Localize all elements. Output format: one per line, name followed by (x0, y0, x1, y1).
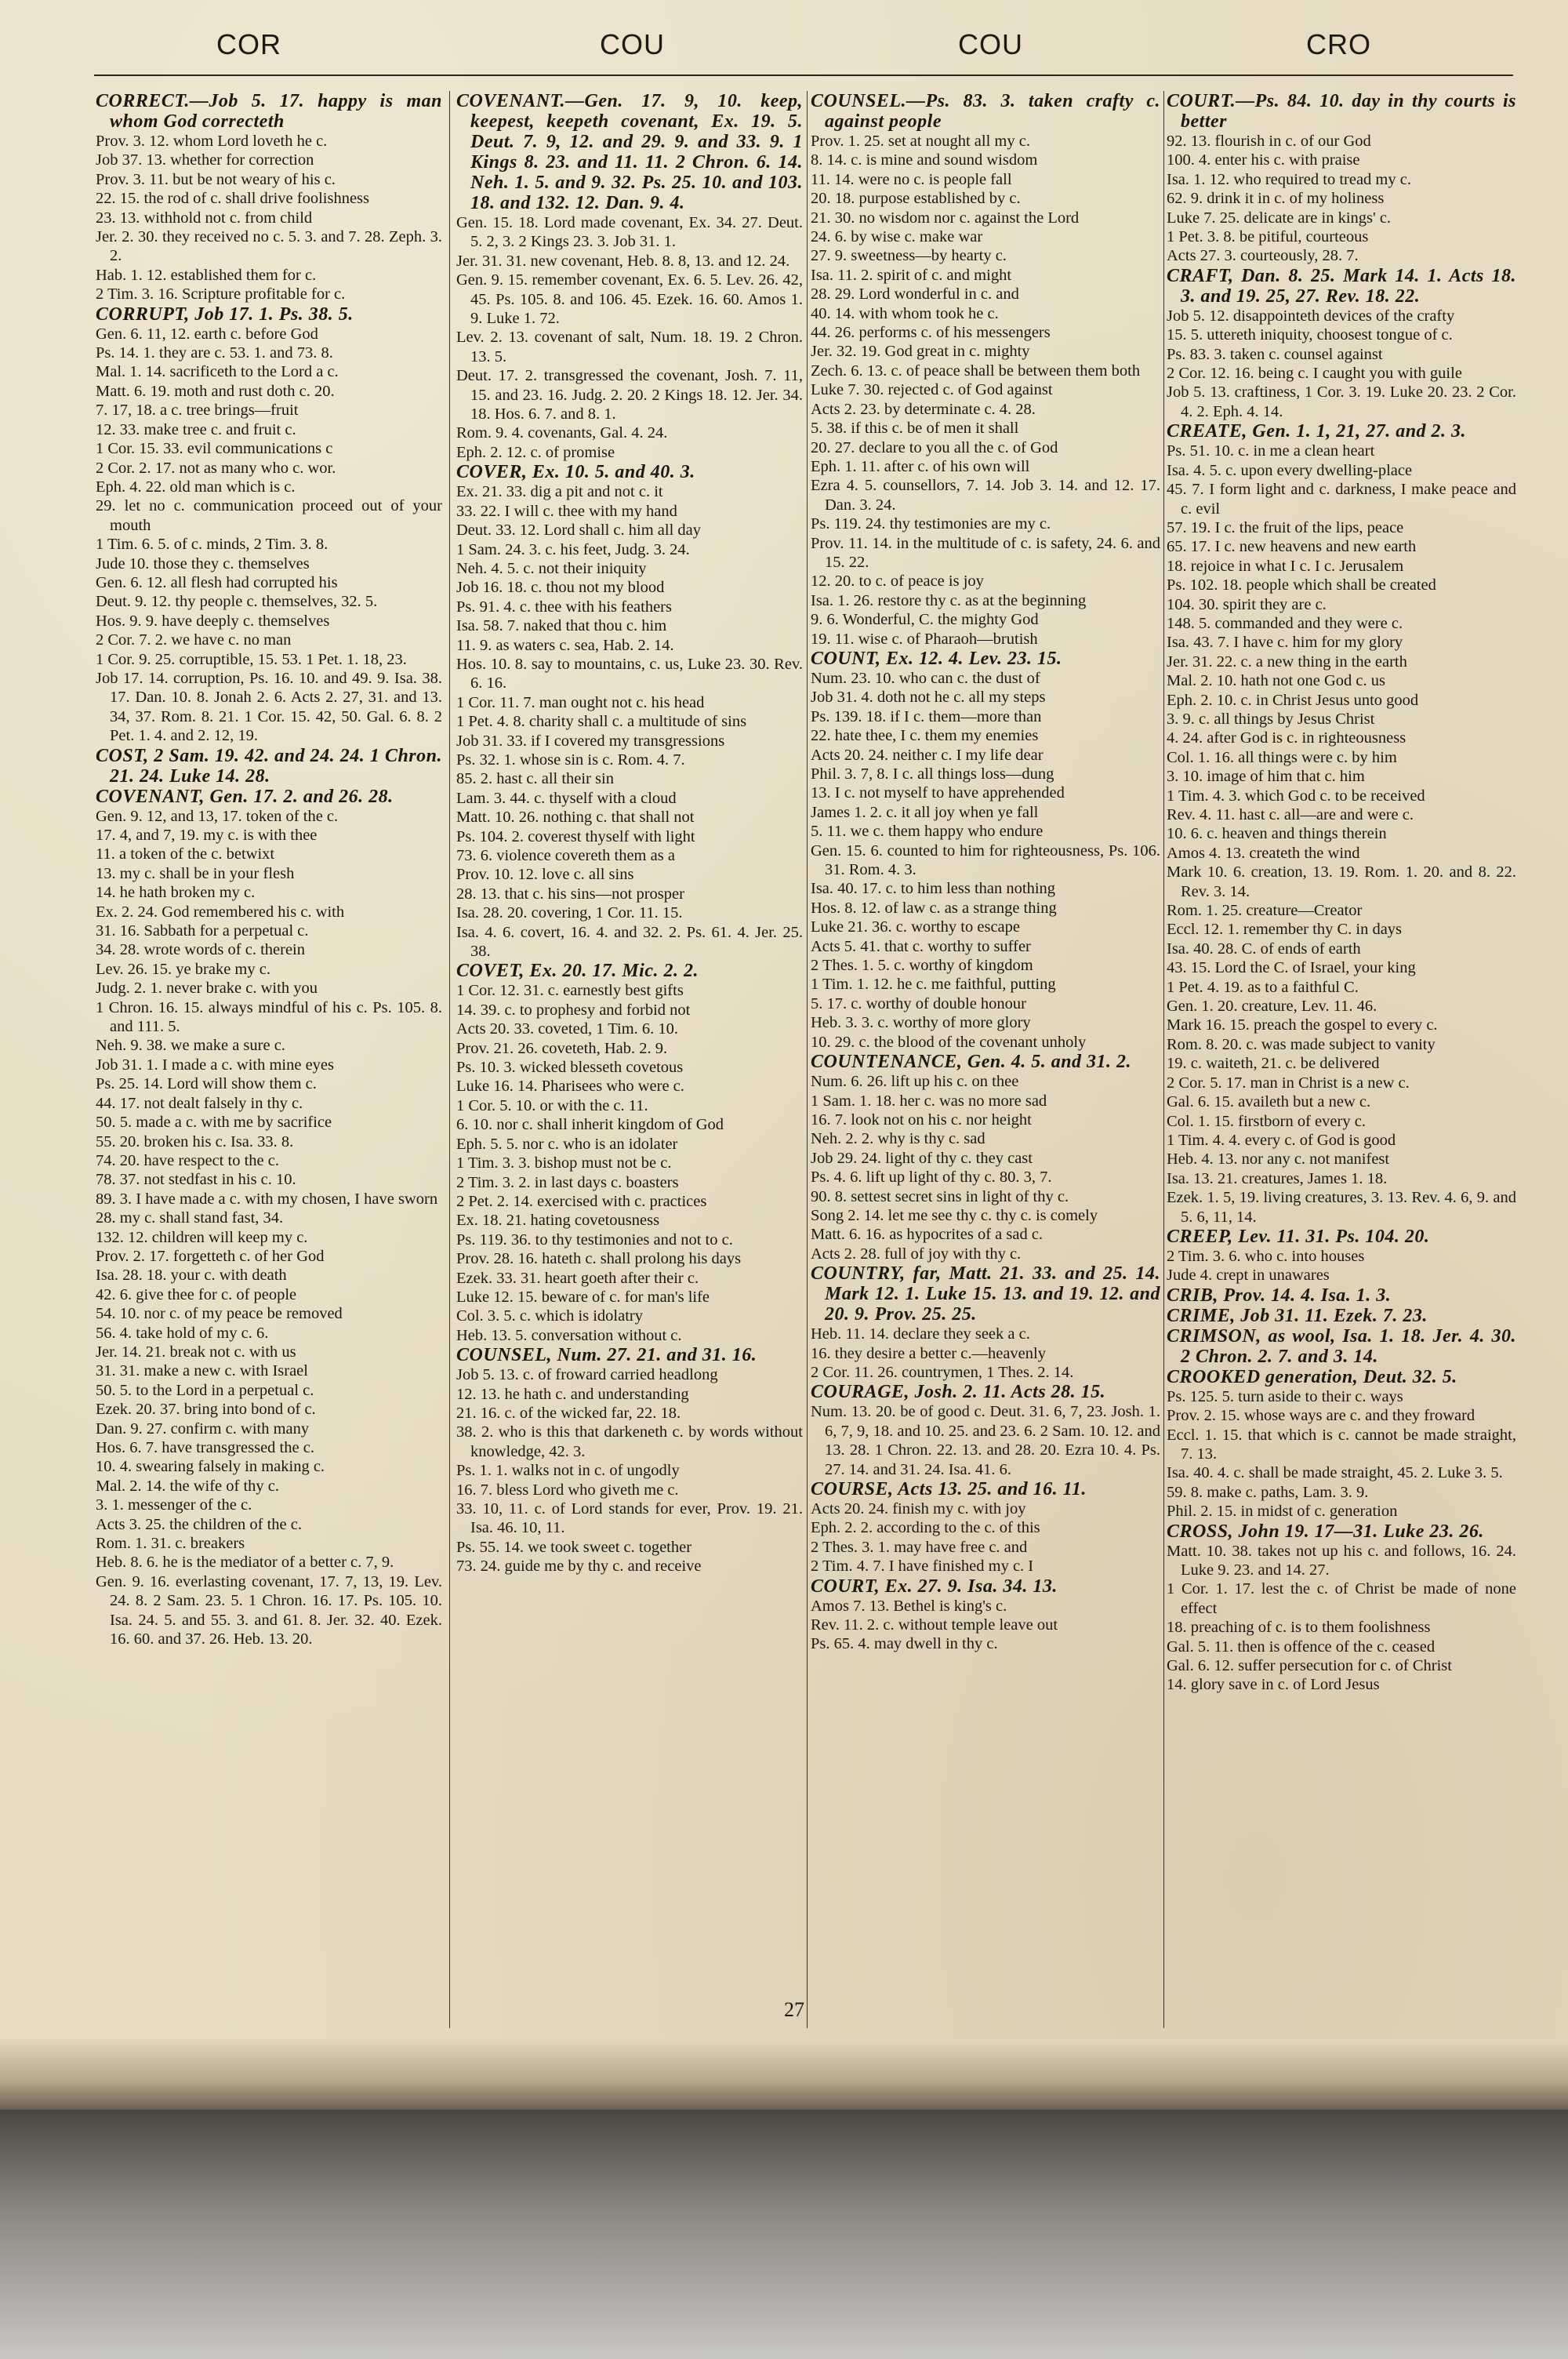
reference-entry: 5. 38. if this c. be of men it shall (811, 420, 1019, 438)
reference-entry: Phil. 3. 7, 8. I c. all things loss—dung (811, 765, 1054, 783)
headword-entry: COUNSEL, Num. 27. 21. and 31. 16. (456, 1345, 757, 1366)
reference-entry: Song 2. 14. let me see thy c. thy c. is comely (811, 1206, 1098, 1224)
headword-entry: COUNTRY, far, Matt. 21. 33. and 25. 14. Mark 12. 1. Luke 15. 13. and 19. 12. and 20. 9. Prov. 25. 25. (811, 1263, 1160, 1325)
reference-entry: Ps. 10. 3. wicked blesseth covetous (456, 1059, 684, 1077)
reference-entry: Zech. 6. 13. c. of peace shall be between them both (811, 362, 1141, 380)
headword-entry: CREEP, Lev. 11. 31. Ps. 104. 20. (1167, 1226, 1430, 1247)
column-divider (449, 91, 450, 2028)
reference-entry: Jude 4. crept in unawares (1167, 1267, 1330, 1285)
reference-entry: 10. 4. swearing falsely in making c. (96, 1458, 325, 1476)
headword-entry: CREATE, Gen. 1. 1, 21, 27. and 2. 3. (1167, 421, 1467, 442)
reference-entry: 44. 17. not dealt falsely in thy c. (96, 1094, 303, 1112)
reference-entry: Neh. 2. 2. why is thy c. sad (811, 1130, 985, 1148)
reference-entry: Jer. 31. 31. new covenant, Heb. 8. 8, 13. and 12. 24. (456, 252, 790, 270)
column-divider (1163, 91, 1164, 2028)
reference-entry: 1 Cor. 1. 17. lest the c. of Christ be made of none effect (1167, 1580, 1516, 1617)
reference-entry: Luke 21. 36. c. worthy to escape (811, 918, 1020, 936)
reference-entry: Ps. 65. 4. may dwell in thy c. (811, 1635, 998, 1653)
reference-entry: Acts 3. 25. the children of the c. (96, 1515, 303, 1533)
reference-entry: Prov. 3. 11. but be not weary of his c. (96, 170, 336, 188)
reference-entry: Neh. 9. 38. we make a sure c. (96, 1037, 285, 1055)
reference-entry: Ps. 1. 1. walks not in c. of ungodly (456, 1462, 680, 1480)
reference-entry: Heb. 4. 13. nor any c. not manifest (1167, 1150, 1390, 1169)
reference-entry: Jer. 32. 19. God great in c. mighty (811, 343, 1030, 361)
reference-entry: 1 Chron. 16. 15. always mindful of his c. Ps. 105. 8. and 111. 5. (96, 998, 442, 1036)
reference-entry: Deut. 17. 2. transgressed the covenant, Josh. 7. 11, 15. and 23. 16. Judg. 2. 20. 2 Kings 18. 12. Jer. 34. 18. Hos. 6. 7. and 8. 1. (456, 367, 803, 423)
reference-entry: 2 Tim. 4. 7. I have finished my c. I (811, 1558, 1034, 1576)
reference-entry: Lev. 2. 13. covenant of salt, Num. 18. 19. 2 Chron. 13. 5. (456, 329, 803, 365)
reference-entry: 85. 2. hast c. all their sin (456, 770, 614, 788)
reference-entry: Eph. 5. 5. nor c. who is an idolater (456, 1135, 678, 1153)
reference-entry: 10. 29. c. the blood of the covenant unholy (811, 1033, 1087, 1051)
reference-entry: Matt. 10. 38. takes not up his c. and follows, 16. 24. Luke 9. 23. and 14. 27. (1167, 1542, 1516, 1579)
reference-entry: 78. 37. not stedfast in his c. 10. (96, 1171, 296, 1189)
reference-entry: 4. 24. after God is c. in righteousness (1167, 729, 1406, 747)
reference-entry: 28. 13. that c. his sins—not prosper (456, 885, 684, 903)
reference-entry: 7. 17, 18. a c. tree brings—fruit (96, 402, 299, 420)
reference-entry: Ps. 51. 10. c. in me a clean heart (1167, 442, 1375, 460)
reference-entry: Eph. 1. 11. after c. of his own will (811, 457, 1030, 475)
reference-entry: Hab. 1. 12. established them for c. (96, 266, 317, 284)
reference-entry: Eccl. 12. 1. remember thy C. in days (1167, 921, 1403, 939)
reference-entry: Isa. 28. 18. your c. with death (96, 1267, 287, 1285)
reference-entry: 5. 17. c. worthy of double honour (811, 994, 1026, 1012)
reference-entry: 8. 14. c. is mine and sound wisdom (811, 151, 1038, 169)
reference-entry: 59. 8. make c. paths, Lam. 3. 9. (1167, 1483, 1369, 1501)
reference-entry: Ps. 104. 2. coverest thyself with light (456, 827, 695, 845)
reference-entry: Matt. 10. 26. nothing c. that shall not (456, 809, 695, 827)
reference-entry: 3. 9. c. all things by Jesus Christ (1167, 710, 1375, 728)
reference-entry: Job 5. 13. c. of froward carried headlong (456, 1366, 718, 1384)
reference-entry: Heb. 8. 6. he is the mediator of a better c. 7, 9. (96, 1554, 394, 1572)
reference-entry: Prov. 3. 12. whom Lord loveth he c. (96, 133, 328, 150)
reference-entry: Acts 2. 28. full of joy with thy c. (811, 1245, 1022, 1263)
reference-entry: 42. 6. give thee for c. of people (96, 1285, 297, 1303)
reference-entry: 28. 29. Lord wonderful in c. and (811, 285, 1019, 304)
headword-entry: COURT.—Ps. 84. 10. day in thy courts is better (1167, 91, 1516, 132)
reference-entry: Job 16. 18. c. thou not my blood (456, 579, 665, 597)
reference-entry: Ps. 119. 36. to thy testimonies and not to c. (456, 1230, 733, 1249)
column-2 (456, 91, 803, 2028)
reference-entry: 54. 10. nor c. of my peace be removed (96, 1305, 343, 1323)
reference-entry: Isa. 1. 26. restore thy c. as at the beginning (811, 591, 1087, 609)
reference-entry: 45. 7. I form light and c. darkness, I make peace and c. evil (1167, 481, 1516, 518)
reference-entry: 33. 10, 11. c. of Lord stands for ever, Prov. 19. 21. Isa. 46. 10, 11. (456, 1500, 803, 1537)
reference-entry: 73. 24. guide me by thy c. and receive (456, 1558, 702, 1576)
headword-entry: CRIME, Job 31. 11. Ezek. 7. 23. (1167, 1305, 1428, 1326)
reference-entry: 2 Tim. 3. 6. who c. into houses (1167, 1247, 1365, 1265)
reference-entry: Gen. 9. 16. everlasting covenant, 17. 7, 13, 19. Lev. 24. 8. 2 Sam. 23. 5. 1 Chron. 16. 17. Ps. 105. 10. Isa. 24. 5. and 55. 3. and 61. 8. Jer. 32. 40. Ezek. 16. 60. and 37. 26. Heb. 13. 20. (96, 1572, 442, 1648)
reference-entry: Job 37. 13. whether for correction (96, 151, 314, 169)
reference-entry: 11. a token of the c. betwixt (96, 845, 275, 863)
reference-entry: Gen. 6. 11, 12. earth c. before God (96, 325, 318, 343)
reference-entry: 3. 1. messenger of the c. (96, 1496, 252, 1514)
reference-entry: Job 5. 12. disappointeth devices of the crafty (1167, 307, 1455, 325)
reference-entry: Isa. 40. 28. C. of ends of earth (1167, 940, 1361, 958)
reference-entry: 16. 7. bless Lord who giveth me c. (456, 1481, 679, 1499)
reference-entry: Num. 23. 10. who can c. the dust of (811, 669, 1040, 687)
reference-entry: Ps. 25. 14. Lord will show them c. (96, 1075, 317, 1093)
headword-entry: COVENANT.—Gen. 17. 9, 10. keep, keepest, keepeth covenant, Ex. 19. 5. Deut. 7. 9, 12. and 29. 9. and 33. 9. 1 Kings 8. 23. and 11. 11. 2 Chron. 6. 14. Neh. 1. 5. and 9. 32. Ps. 25. 10. and 103. 18. and 132. 12. Dan. 9. 4. (456, 91, 803, 213)
reference-entry: 2 Tim. 3. 2. in last days c. boasters (456, 1173, 679, 1191)
reference-entry: Heb. 3. 3. c. worthy of more glory (811, 1014, 1031, 1032)
reference-entry: 3. 10. image of him that c. him (1167, 768, 1365, 786)
reference-entry: 22. 15. the rod of c. shall drive foolishness (96, 190, 370, 208)
reference-entry: Isa. 58. 7. naked that thou c. him (456, 617, 667, 635)
reference-entry: Phil. 2. 15. in midst of c. generation (1167, 1503, 1398, 1521)
reference-entry: Gen. 6. 12. all flesh had corrupted his (96, 573, 338, 591)
reference-entry: 2 Cor. 11. 26. countrymen, 1 Thes. 2. 14. (811, 1363, 1074, 1381)
headword-entry: CRAFT, Dan. 8. 25. Mark 14. 1. Acts 18. 3. and 19. 25, 27. Rev. 18. 22. (1167, 265, 1516, 307)
reference-entry: Hos. 10. 8. say to mountains, c. us, Luke 23. 30. Rev. 6. 16. (456, 655, 803, 692)
reference-entry: Ex. 18. 21. hating covetousness (456, 1212, 660, 1230)
reference-entry: 9. 6. Wonderful, C. the mighty God (811, 611, 1039, 629)
reference-entry: Isa. 40. 4. c. shall be made straight, 45. 2. Luke 3. 5. (1167, 1464, 1503, 1482)
reference-entry: Gen. 15. 18. Lord made covenant, Ex. 34. 27. Deut. 5. 2, 3. 2 Kings 23. 3. Job 31. 1. (456, 214, 803, 251)
reference-entry: Eph. 2. 2. according to the c. of this (811, 1519, 1040, 1537)
reference-entry: Ps. 91. 4. c. thee with his feathers (456, 598, 672, 616)
reference-entry: 1 Cor. 12. 31. c. earnestly best gifts (456, 982, 684, 1000)
reference-entry: 100. 4. enter his c. with praise (1167, 151, 1360, 169)
reference-entry: Isa. 43. 7. I have c. him for my glory (1167, 634, 1403, 652)
reference-entry: Ps. 55. 14. we took sweet c. together (456, 1538, 692, 1556)
reference-entry: 1 Cor. 9. 25. corruptible, 15. 53. 1 Pet. 1. 18, 23. (96, 650, 407, 668)
headword-entry: CRIB, Prov. 14. 4. Isa. 1. 3. (1167, 1285, 1392, 1306)
reference-entry: Heb. 13. 5. conversation without c. (456, 1326, 682, 1344)
reference-entry: 5. 11. we c. them happy who endure (811, 823, 1044, 841)
reference-entry: 20. 18. purpose established by c. (811, 190, 1021, 208)
reference-entry: 50. 5. made a c. with me by sacrifice (96, 1114, 332, 1132)
reference-entry: 19. c. waiteth, 21. c. be delivered (1167, 1055, 1380, 1073)
header-label-3: COU (958, 28, 1023, 60)
reference-entry: Num. 6. 26. lift up his c. on thee (811, 1073, 1019, 1091)
reference-entry: 92. 13. flourish in c. of our God (1167, 133, 1371, 150)
reference-entry: Luke 12. 15. beware of c. for man's life (456, 1288, 710, 1306)
reference-entry: Gal. 6. 15. availeth but a new c. (1167, 1093, 1371, 1111)
reference-entry: 1 Pet. 4. 8. charity shall c. a multitude of sins (456, 713, 747, 731)
reference-entry: Job 29. 24. light of thy c. they cast (811, 1149, 1033, 1167)
reference-entry: Eccl. 1. 15. that which is c. cannot be made straight, 7. 13. (1167, 1426, 1516, 1463)
running-header (0, 28, 1568, 75)
header-rule (94, 75, 1513, 76)
reference-entry: 1 Sam. 24. 3. c. his feet, Judg. 3. 24. (456, 540, 690, 558)
headword-entry: COUNT, Ex. 12. 4. Lev. 23. 15. (811, 648, 1062, 669)
reference-entry: Acts 20. 24. neither c. I my life dear (811, 746, 1044, 764)
reference-entry: Amos 7. 13. Bethel is king's c. (811, 1597, 1007, 1615)
reference-entry: 22. hate thee, I c. them my enemies (811, 727, 1039, 745)
header-label-2: COU (600, 28, 665, 60)
reference-entry: Rom. 1. 25. creature—Creator (1167, 902, 1363, 920)
reference-entry: 148. 5. commanded and they were c. (1167, 614, 1403, 632)
reference-entry: Hos. 8. 12. of law c. as a strange thing (811, 899, 1057, 917)
reference-entry: Gen. 1. 20. creature, Lev. 11. 46. (1167, 998, 1377, 1016)
reference-entry: Luke 7. 30. rejected c. of God against (811, 381, 1053, 399)
reference-entry: Luke 7. 25. delicate are in kings' c. (1167, 209, 1392, 227)
reference-entry: 34. 28. wrote words of c. therein (96, 941, 306, 959)
reference-entry: Job 17. 14. corruption, Ps. 16. 10. and 49. 9. Isa. 38. 17. Dan. 10. 8. Jonah 2. 6. Acts 2. 27, 31. and 13. 34, 37. Rom. 8. 21. 1 Cor. 15. 42, 50. Gal. 6. 8. 2 Pet. 1. 4. and 2. 12, 19. (96, 669, 442, 745)
reference-entry: Jer. 31. 22. c. a new thing in the earth (1167, 652, 1407, 671)
reference-entry: Gen. 9. 15. remember covenant, Ex. 6. 5. Lev. 26. 42, 45. Ps. 105. 8. and 106. 45. Ezek. 16. 60. Amos 1. 9. Luke 1. 72. (456, 271, 803, 328)
reference-entry: 13. I c. not myself to have apprehended (811, 784, 1065, 802)
reference-entry: Luke 16. 14. Pharisees who were c. (456, 1078, 684, 1096)
reference-entry: 14. 39. c. to prophesy and forbid not (456, 1001, 691, 1019)
reference-entry: Isa. 28. 20. covering, 1 Cor. 11. 15. (456, 904, 683, 922)
reference-entry: Ezra 4. 5. counsellors, 7. 14. Job 3. 14. and 12. 17. Dan. 3. 24. (811, 477, 1160, 514)
headword-entry: CROSS, John 19. 17—31. Luke 23. 26. (1167, 1521, 1484, 1542)
column-1 (96, 91, 442, 2028)
reference-entry: Matt. 6. 19. moth and rust doth c. 20. (96, 382, 335, 400)
reference-entry: Prov. 10. 12. love c. all sins (456, 866, 634, 884)
reference-entry: Mal. 1. 14. sacrificeth to the Lord a c. (96, 363, 339, 381)
reference-entry: 62. 9. drink it in c. of my holiness (1167, 190, 1385, 208)
reference-entry: James 1. 2. c. it all joy when ye fall (811, 803, 1039, 821)
reference-entry: Neh. 4. 5. c. not their iniquity (456, 559, 647, 577)
reference-entry: Col. 1. 15. firstborn of every c. (1167, 1112, 1366, 1130)
reference-entry: 44. 26. performs c. of his messengers (811, 324, 1051, 342)
reference-entry: 12. 13. he hath c. and understanding (456, 1385, 689, 1403)
reference-entry: Rom. 9. 4. covenants, Gal. 4. 24. (456, 424, 668, 442)
reference-entry: Gal. 6. 12. suffer persecution for c. of Christ (1167, 1657, 1452, 1675)
reference-entry: 11. 14. were no c. is people fall (811, 170, 1012, 188)
reference-entry: 27. 9. sweetness—by hearty c. (811, 247, 1007, 265)
reference-entry: 73. 6. violence covereth them as a (456, 847, 675, 864)
reference-entry: Prov. 21. 26. coveteth, Hab. 2. 9. (456, 1039, 668, 1057)
background-surface (0, 2110, 1568, 2359)
reference-entry: 29. let no c. communication proceed out of your mouth (96, 497, 442, 534)
reference-entry: 21. 16. c. of the wicked far, 22. 18. (456, 1404, 681, 1422)
reference-entry: 74. 20. have respect to the c. (96, 1151, 279, 1169)
reference-entry: 2 Cor. 5. 17. man in Christ is a new c. (1167, 1074, 1410, 1092)
reference-entry: Mark 10. 6. creation, 13. 19. Rom. 1. 20. and 8. 22. Rev. 3. 14. (1167, 863, 1516, 900)
reference-entry: 12. 33. make tree c. and fruit c. (96, 420, 296, 438)
reference-entry: 13. my c. shall be in your flesh (96, 864, 295, 882)
reference-entry: 1 Sam. 1. 18. her c. was no more sad (811, 1092, 1047, 1110)
reference-entry: Rev. 4. 11. hast c. all—are and were c. (1167, 806, 1414, 823)
reference-entry: 2 Cor. 7. 2. we have c. no man (96, 631, 292, 649)
headword-entry: COST, 2 Sam. 19. 42. and 24. 24. 1 Chron. 21. 24. Luke 14. 28. (96, 745, 442, 787)
reference-entry: Job 31. 1. I made a c. with mine eyes (96, 1056, 335, 1074)
reference-entry: Prov. 11. 14. in the multitude of c. is safety, 24. 6. and 15. 22. (811, 534, 1160, 571)
reference-entry: Num. 13. 20. be of good c. Deut. 31. 6, 7, 23. Josh. 1. 6, 7, 9, 18. and 10. 25. and 23. 6. 2 Sam. 10. 12. and 13. 28. 1 Chron. 22. 13. and 28. 20. Ezra 10. 4. Ps. 27. 14. and 31. 24. Isa. 41. 6. (811, 1403, 1160, 1478)
reference-entry: 38. 2. who is this that darkeneth c. by words without knowledge, 42. 3. (456, 1423, 803, 1460)
reference-entry: Isa. 40. 17. c. to him less than nothing (811, 880, 1056, 898)
column-4 (1167, 91, 1516, 2028)
reference-entry: Ps. 119. 24. thy testimonies are my c. (811, 515, 1051, 533)
reference-entry: Eph. 2. 12. c. of promise (456, 443, 615, 461)
reference-entry: Isa. 13. 21. creatures, James 1. 18. (1167, 1169, 1388, 1187)
reference-entry: 56. 4. take hold of my c. 6. (96, 1324, 269, 1342)
reference-entry: 10. 6. c. heaven and things therein (1167, 825, 1387, 843)
reference-entry: Rom. 8. 20. c. was made subject to vanity (1167, 1035, 1436, 1053)
reference-entry: 17. 4, and 7, 19. my c. is with thee (96, 827, 318, 844)
reference-entry: 2 Pet. 2. 14. exercised with c. practices (456, 1192, 707, 1210)
headword-entry: COURAGE, Josh. 2. 11. Acts 28. 15. (811, 1382, 1106, 1403)
reference-entry: Mal. 2. 10. hath not one God c. us (1167, 672, 1385, 690)
headword-entry: COVENANT, Gen. 17. 2. and 26. 28. (96, 786, 394, 807)
reference-entry: Ps. 14. 1. they are c. 53. 1. and 73. 8. (96, 344, 333, 362)
reference-entry: Col. 3. 5. c. which is idolatry (456, 1307, 644, 1325)
reference-entry: 57. 19. I c. the fruit of the lips, peace (1167, 518, 1404, 536)
reference-entry: Ex. 2. 24. God remembered his c. with (96, 903, 345, 921)
reference-entry: 18. preaching of c. is to them foolishness (1167, 1619, 1431, 1637)
reference-entry: 2 Thes. 3. 1. may have free c. and (811, 1538, 1028, 1556)
reference-entry: Rom. 1. 31. c. breakers (96, 1535, 245, 1553)
reference-entry: Prov. 28. 16. hateth c. shall prolong his days (456, 1250, 742, 1268)
reference-entry: 40. 14. with whom took he c. (811, 304, 999, 322)
reference-entry: 20. 27. declare to you all the c. of God (811, 438, 1058, 456)
reference-entry: Judg. 2. 1. never brake c. with you (96, 980, 318, 998)
page-bottom-edge (0, 2039, 1568, 2110)
reference-entry: 11. 9. as waters c. sea, Hab. 2. 14. (456, 636, 674, 654)
reference-entry: Deut. 9. 12. thy people c. themselves, 32. 5. (96, 593, 378, 611)
reference-entry: Mark 16. 15. preach the gospel to every c. (1167, 1016, 1438, 1034)
header-label-4: CRO (1306, 28, 1371, 60)
reference-entry: 16. they desire a better c.—heavenly (811, 1344, 1046, 1362)
reference-entry: 1 Tim. 6. 5. of c. minds, 2 Tim. 3. 8. (96, 536, 328, 554)
reference-entry: Ex. 21. 33. dig a pit and not c. it (456, 483, 663, 501)
reference-entry: Prov. 1. 25. set at nought all my c. (811, 133, 1030, 150)
reference-entry: Isa. 11. 2. spirit of c. and might (811, 266, 1012, 284)
reference-entry: Ps. 102. 18. people which shall be created (1167, 576, 1436, 594)
reference-entry: 33. 22. I will c. thee with my hand (456, 502, 677, 520)
reference-entry: Heb. 11. 14. declare they seek a c. (811, 1325, 1030, 1343)
reference-entry: 1 Pet. 3. 8. be pitiful, courteous (1167, 228, 1369, 246)
reference-entry: Ps. 125. 5. turn aside to their c. ways (1167, 1387, 1403, 1405)
reference-entry: 14. he hath broken my c. (96, 884, 256, 902)
reference-entry: 90. 8. settest secret sins in light of thy c. (811, 1187, 1069, 1205)
reference-entry: 1 Tim. 4. 4. every c. of God is good (1167, 1131, 1396, 1149)
headword-entry: COURT, Ex. 27. 9. Isa. 34. 13. (811, 1576, 1058, 1597)
reference-entry: Ezek. 1. 5, 19. living creatures, 3. 13. Rev. 4. 6, 9. and 5. 6, 11, 14. (1167, 1189, 1516, 1226)
reference-entry: Isa. 4. 5. c. upon every dwelling-place (1167, 461, 1413, 479)
reference-entry: 1 Cor. 5. 10. or with the c. 11. (456, 1096, 648, 1114)
headword-entry: CRIMSON, as wool, Isa. 1. 18. Jer. 4. 30. 2 Chron. 2. 7. and 3. 14. (1167, 1325, 1516, 1367)
reference-entry: Amos 4. 13. createth the wind (1167, 844, 1360, 862)
reference-entry: Acts 5. 41. that c. worthy to suffer (811, 937, 1031, 955)
headword-entry: CROOKED generation, Deut. 32. 5. (1167, 1366, 1457, 1387)
reference-entry: 21. 30. no wisdom nor c. against the Lord (811, 209, 1080, 227)
reference-entry: 28. my c. shall stand fast, 34. (96, 1209, 284, 1227)
reference-entry: 31. 16. Sabbath for a perpetual c. (96, 922, 309, 940)
reference-entry: Col. 1. 16. all things were c. by him (1167, 748, 1397, 766)
reference-entry: Prov. 2. 15. whose ways are c. and they froward (1167, 1407, 1475, 1425)
reference-entry: Jude 10. those they c. themselves (96, 554, 310, 572)
reference-entry: 55. 20. broken his c. Isa. 33. 8. (96, 1132, 294, 1150)
reference-entry: Prov. 2. 17. forgetteth c. of her God (96, 1247, 325, 1265)
headword-entry: COUNSEL.—Ps. 83. 3. taken crafty c. against people (811, 91, 1160, 132)
headword-entry: COUNTENANCE, Gen. 4. 5. and 31. 2. (811, 1052, 1132, 1073)
reference-entry: Hos. 6. 7. have transgressed the c. (96, 1439, 314, 1456)
headword-entry: CORRECT.—Job 5. 17. happy is man whom God correcteth (96, 91, 442, 132)
reference-entry: 1 Tim. 3. 3. bishop must not be c. (456, 1154, 672, 1172)
reference-entry: Acts 2. 23. by determinate c. 4. 28. (811, 400, 1036, 418)
reference-entry: Matt. 6. 16. as hypocrites of a sad c. (811, 1226, 1044, 1244)
reference-entry: 16. 7. look not on his c. nor height (811, 1110, 1032, 1129)
column-3 (811, 91, 1160, 2028)
reference-entry: Gal. 5. 11. then is offence of the c. ceased (1167, 1637, 1436, 1656)
reference-entry: 31. 31. make a new c. with Israel (96, 1362, 308, 1380)
reference-entry: Eph. 4. 22. old man which is c. (96, 478, 296, 496)
page-number: 27 (784, 1998, 804, 2021)
reference-entry: Ps. 4. 6. lift up light of thy c. 80. 3, 7. (811, 1169, 1052, 1187)
reference-entry: Acts 20. 33. coveted, 1 Tim. 6. 10. (456, 1020, 679, 1038)
reference-entry: Isa. 1. 12. who required to tread my c. (1167, 170, 1411, 188)
reference-entry: Hos. 9. 9. have deeply c. themselves (96, 612, 330, 630)
reference-entry: Mal. 2. 14. the wife of thy c. (96, 1477, 279, 1495)
reference-entry: Job 5. 13. craftiness, 1 Cor. 3. 19. Luke 20. 23. 2 Cor. 4. 2. Eph. 4. 14. (1167, 383, 1516, 420)
reference-entry: Gen. 9. 12, and 13, 17. token of the c. (96, 807, 339, 825)
reference-entry: 2 Tim. 3. 16. Scripture profitable for c. (96, 285, 346, 304)
reference-entry: 1 Tim. 4. 3. which God c. to be received (1167, 787, 1425, 805)
column-divider (807, 91, 808, 2028)
reference-entry: 18. rejoice in what I c. I c. Jerusalem (1167, 557, 1404, 575)
reference-entry: Ps. 83. 3. taken c. counsel against (1167, 345, 1383, 363)
reference-entry: 65. 17. I c. new heavens and new earth (1167, 538, 1417, 556)
reference-entry: Dan. 9. 27. confirm c. with many (96, 1419, 310, 1438)
reference-entry: 15. 5. uttereth iniquity, choosest tongue of c. (1167, 326, 1453, 344)
headword-entry: CORRUPT, Job 17. 1. Ps. 38. 5. (96, 304, 354, 325)
reference-entry: 43. 15. Lord the C. of Israel, your king (1167, 959, 1416, 977)
reference-entry: 2 Cor. 12. 16. being c. I caught you with guile (1167, 365, 1462, 383)
reference-entry: Ezek. 33. 31. heart goeth after their c. (456, 1269, 699, 1287)
headword-entry: COURSE, Acts 13. 25. and 16. 11. (811, 1479, 1087, 1499)
reference-entry: Ezek. 20. 37. bring into bond of c. (96, 1401, 316, 1419)
reference-entry: Job 31. 4. doth not he c. all my steps (811, 689, 1046, 707)
reference-entry: Eph. 2. 10. c. in Christ Jesus unto good (1167, 691, 1419, 709)
reference-entry: Acts 27. 3. courteously, 28. 7. (1167, 247, 1359, 265)
reference-entry: 1 Pet. 4. 19. as to a faithful C. (1167, 978, 1359, 996)
reference-entry: 19. 11. wise c. of Pharaoh—brutish (811, 630, 1038, 648)
reference-entry: 132. 12. children will keep my c. (96, 1228, 308, 1246)
reference-entry: 1 Cor. 11. 7. man ought not c. his head (456, 693, 705, 711)
reference-entry: 1 Cor. 15. 33. evil communications c (96, 440, 333, 458)
reference-entry: Isa. 4. 6. covert, 16. 4. and 32. 2. Ps. 61. 4. Jer. 25. 38. (456, 923, 803, 961)
reference-entry: Job 31. 33. if I covered my transgressions (456, 732, 725, 750)
header-label-1: COR (216, 28, 281, 60)
headword-entry: COVET, Ex. 20. 17. Mic. 2. 2. (456, 961, 699, 982)
reference-entry: Jer. 14. 21. break not c. with us (96, 1343, 296, 1361)
reference-entry: Deut. 33. 12. Lord shall c. him all day (456, 522, 701, 540)
reference-entry: Ps. 139. 18. if I c. them—more than (811, 707, 1042, 725)
reference-entry: 14. glory save in c. of Lord Jesus (1167, 1676, 1380, 1694)
reference-entry: Ps. 32. 1. whose sin is c. Rom. 4. 7. (456, 751, 685, 769)
reference-entry: 2 Cor. 2. 17. not as many who c. wor. (96, 459, 336, 477)
reference-entry: Acts 20. 24. finish my c. with joy (811, 1500, 1026, 1518)
reference-entry: 12. 20. to c. of peace is joy (811, 572, 984, 591)
reference-entry: 104. 30. spirit they are c. (1167, 595, 1327, 613)
reference-entry: 23. 13. withhold not c. from child (96, 209, 313, 227)
reference-entry: 1 Tim. 1. 12. he c. me faithful, putting (811, 976, 1056, 994)
reference-entry: 89. 3. I have made a c. with my chosen, I have sworn (96, 1190, 438, 1208)
reference-entry: Rev. 11. 2. c. without temple leave out (811, 1616, 1058, 1634)
reference-entry: 24. 6. by wise c. make war (811, 228, 983, 246)
reference-entry: 6. 10. nor c. shall inherit kingdom of God (456, 1116, 724, 1134)
reference-entry: Gen. 15. 6. counted to him for righteousness, Ps. 106. 31. Rom. 4. 3. (811, 841, 1160, 879)
headword-entry: COVER, Ex. 10. 5. and 40. 3. (456, 462, 695, 483)
reference-entry: 2 Thes. 1. 5. c. worthy of kingdom (811, 957, 1033, 975)
reference-entry: Lev. 26. 15. ye brake my c. (96, 960, 270, 978)
reference-entry: Jer. 2. 30. they received no c. 5. 3. and 7. 28. Zeph. 3. 2. (96, 228, 442, 265)
reference-entry: 50. 5. to the Lord in a perpetual c. (96, 1381, 314, 1399)
reference-entry: Lam. 3. 44. c. thyself with a cloud (456, 789, 677, 807)
